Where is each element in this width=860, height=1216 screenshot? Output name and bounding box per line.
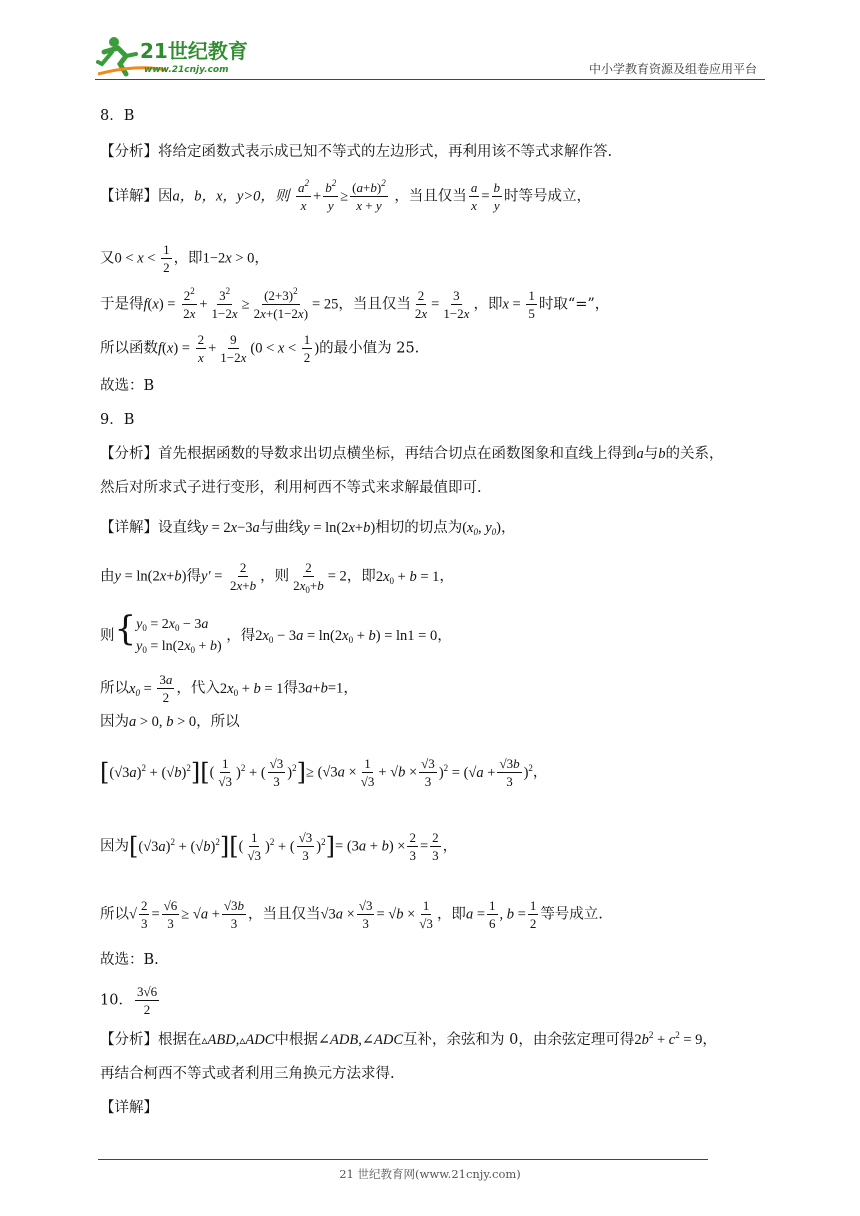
- q9-detail: 【详解】设直线y = 2x−3a与曲线y = ln(2x+b)相切的切点为($x_0$, $y_0$)，: [100, 520, 516, 537]
- logo-title: 21世纪教育: [140, 39, 248, 63]
- q10-analysis-2: 再结合柯西不等式或者利用三角换元方法求得.: [100, 1066, 395, 1082]
- q9-line-x0: 所以$x_0$ = $\frac{3a}{2}$ ，代入$2x_0 + b = 1$得3a+b=1，: [100, 672, 358, 705]
- platform-name: 中小学教育资源及组卷应用平台: [588, 62, 757, 76]
- q9-line-ab: 因为a > 0, b > 0，所以: [100, 714, 240, 730]
- q10-analysis-1: 【分析】根据在▵ABD,▵ADC中根据∠ADB,∠ADC互补，余弦和为 0，由余弦定理可得$2b^2 + c^2 = 9$，: [100, 1030, 717, 1048]
- q8-line3: 于是得f(x) = $\frac{2^2}{2x}$ + $\frac{3^2}{1-2x}$ ≥ $\frac{(2+3)^2}{2x+(1-2x)}$ = 25，当且仅当 $\frac{2}{2x}$ = $\frac{3}{1-2x}$ ，即x = $\frac{1}{5}$ 时取“=”，: [100, 286, 610, 321]
- q8-line2: 又0 < x < $\frac{1}{2}$ ，即1−2x > 0，: [100, 242, 269, 275]
- q8-analysis: 【分析】将给定函数式表示成已知不等式的左边形式，再利用该不等式求解作答.: [100, 144, 613, 160]
- q10-number: 10． $\frac{3√6}{2}$: [100, 984, 158, 1017]
- q8-number: 8．B: [100, 108, 135, 124]
- q9-line-cauchy-value: 因为$[(√3a)^2 + (√b)^2]$[( $\frac{1}{√3}$ )$^2$ + ( $\frac{√3}{3}$ )$^2$]= (3a + b) × $\frac{2}{3}$ = $\frac{2}{3}$ ，: [100, 830, 458, 863]
- footer-text: 21 世纪教育网(www.21cnjy.com): [339, 1167, 521, 1181]
- footer-divider: [98, 1159, 708, 1160]
- site-logo: [96, 34, 256, 78]
- q10-detail: 【详解】: [100, 1100, 158, 1116]
- q9-analysis-1: 【分析】首先根据函数的导数求出切点横坐标，再结合切点在函数图象和直线上得到a与b的关系，: [100, 446, 724, 462]
- q8-answer: 故选：B: [100, 378, 155, 394]
- q9-analysis-2: 然后对所求式子进行变形，利用柯西不等式来求解最值即可.: [100, 480, 482, 496]
- q8-line4: 所以函数f(x) = $\frac{2}{x}$ + $\frac{9}{1-2x}$ (0 < x < $\frac{1}{2}$ )的最小值为 25.: [100, 332, 420, 365]
- q9-line-cauchy: $[(√3a)^2 + (√b)^2]$[( $\frac{1}{√3}$ )$^2$ + ( $\frac{√3}{3}$ )$^2$]≥ (√3a × $\frac{1}{√3}$ + √b × $\frac{√3}{3}$ )$^2$ = (√a + $\frac{√3b}{3}$ )$^2$，: [100, 756, 548, 789]
- header-divider: [95, 79, 765, 80]
- q9-line-system: 则{$y_0 = 2x_0 - 3a$ $y_0 = \ln(2x_0 + b)$ ，得$2x_0 - 3a = \ln(2x_0 + b) = \ln 1 = 0$，: [100, 609, 452, 655]
- q9-number: 9．B: [100, 412, 135, 428]
- q9-line-result: 所以√ $\frac{2}{3}$ = $\frac{√6}{3}$ ≥ √a + $\frac{√3b}{3}$ ，当且仅当√3a × $\frac{√3}{3}$ = √b × $\frac{1}{√3}$ ，即a = $\frac{1}{6}$ , b = $\frac{1}{2}$ 等号成立.: [100, 898, 603, 931]
- logo-url: www.21cnjy.com: [144, 65, 229, 75]
- q9-line-derivative: 由y = ln(2x+b)得y′ = $\frac{2}{2x+b}$ ，则 $\frac{2}{2x_0+b}$ = 2，即$2x_0 + b = 1$，: [100, 560, 454, 595]
- q8-detail-line: 【详解】因a，b，x，y>0，则 $\frac{a^2}{x}$ + $\frac{b^2}{y}$ ≥ $\frac{(a+b)^2}{x + y}$ ，当且仅当 $\frac{a}{x}$ = $\frac{b}{y}$ 时等号成立，: [100, 178, 591, 213]
- q9-answer: 故选：B.: [100, 952, 159, 968]
